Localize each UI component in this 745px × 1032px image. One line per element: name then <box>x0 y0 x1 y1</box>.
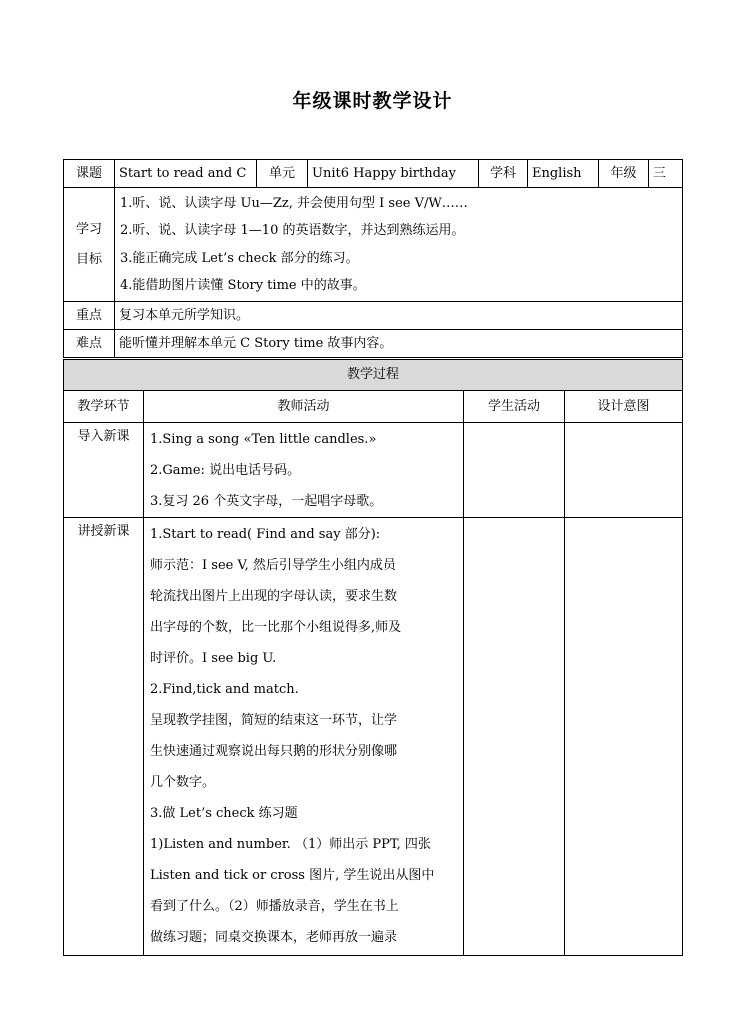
unit-value: Unit6 Happy birthday <box>308 160 479 188</box>
goal-item: 2.听、说、认读字母 1—10 的英语数字，并达到熟练运用。 <box>120 223 465 238</box>
col-header-stage: 教学环节 <box>64 391 144 423</box>
goals-label-line1: 学习 <box>75 221 102 237</box>
info-table <box>63 159 683 358</box>
col-header-intent: 设计意图 <box>565 391 683 423</box>
activity-line: 看到了什么。（2）师播放录音，学生在书上 <box>150 899 399 914</box>
col-header-teacher: 教师活动 <box>144 391 464 423</box>
activity-line: 1.Start to read( Find and say 部分): <box>150 527 381 542</box>
subject-label: 学科 <box>479 160 528 188</box>
design-intent <box>565 518 683 956</box>
activity-line: 1)Listen and number. （1）师出示 PPT, 四张 <box>150 837 431 852</box>
activity-line: 3.复习 26 个英文字母，一起唱字母歌。 <box>150 494 383 509</box>
grade-value: 三 <box>649 160 683 188</box>
grade-label: 年级 <box>599 160 649 188</box>
goal-item: 3.能正确完成 Let’s check 部分的练习。 <box>120 250 359 266</box>
goals-label <box>64 188 115 302</box>
activity-line: 轮流找出图片上出现的字母认读，要求生数 <box>150 589 398 604</box>
col-header-student: 学生活动 <box>464 391 565 423</box>
student-activity <box>464 518 565 956</box>
goal-item: 1.听、说、认读字母 Uu—Zz, 并会使用句型 I see V/W…… <box>120 195 468 211</box>
document-title: 年级课时教学设计 <box>292 90 453 112</box>
activity-line: 2.Game: 说出电话号码。 <box>150 463 301 478</box>
activity-line: 3.做 Let’s check 练习题 <box>150 806 298 821</box>
activity-line: 生快速通过观察说出每只鹅的形状分别像哪 <box>150 744 398 759</box>
goal-item: 4.能借助图片读懂 Story time 中的故事。 <box>120 278 366 293</box>
goals-list <box>115 188 683 302</box>
teacher-activity <box>144 423 464 518</box>
activity-line: 出字母的个数，比一比那个小组说得多,师及 <box>150 620 402 635</box>
process-table <box>63 359 683 956</box>
activity-line: 师示范：I see V, 然后引导学生小组内成员 <box>150 558 396 573</box>
activity-line: 做练习题；同桌交换课本，老师再放一遍录 <box>150 930 398 945</box>
goals-label-line2: 目标 <box>75 251 102 267</box>
key-point-label: 重点 <box>64 302 115 330</box>
section-name: 导入新课 <box>64 423 144 518</box>
key-point-value: 复习本单元所学知识。 <box>115 302 683 330</box>
activity-line: 时评价。I see big U. <box>150 651 277 666</box>
topic-value: Start to read and C <box>115 160 257 188</box>
process-band: 教学过程 <box>64 360 683 391</box>
design-intent <box>565 423 683 518</box>
activity-line: 1.Sing a song «Ten little candles.» <box>150 432 377 447</box>
activity-line: Listen and tick or cross 图片, 学生说出从图中 <box>150 868 435 883</box>
activity-line: 几个数字。 <box>150 775 216 790</box>
activity-line: 2.Find,tick and match. <box>150 682 299 697</box>
teacher-activity <box>144 518 464 956</box>
section-name: 讲授新课 <box>64 518 144 956</box>
subject-value: English <box>528 160 599 188</box>
difficulty-label: 难点 <box>64 330 115 358</box>
topic-label: 课题 <box>64 160 115 188</box>
difficulty-value: 能听懂并理解本单元 C Story time 故事内容。 <box>115 330 683 358</box>
activity-line: 呈现教学挂图，简短的结束这一环节，让学 <box>150 713 398 728</box>
unit-label: 单元 <box>257 160 308 188</box>
student-activity <box>464 423 565 518</box>
